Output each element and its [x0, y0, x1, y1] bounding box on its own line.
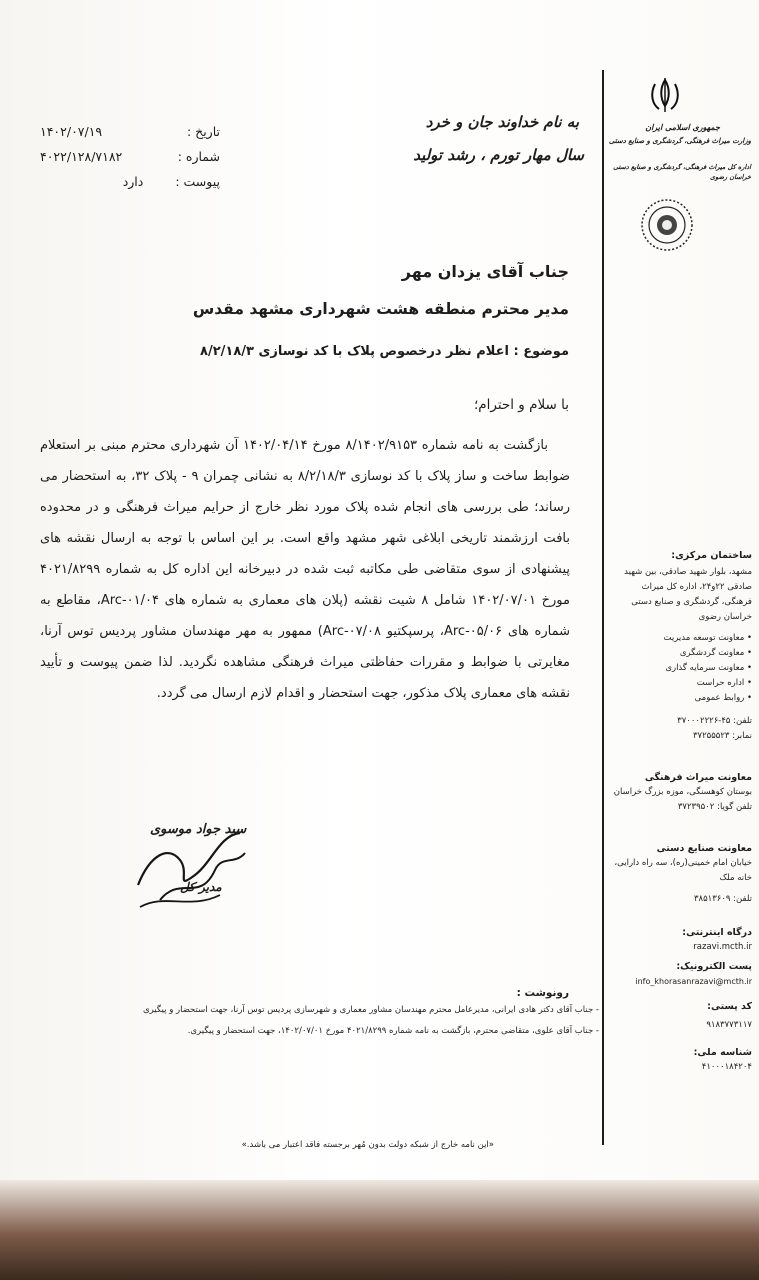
portal-title: درگاه اینترنتی:	[682, 927, 752, 938]
postal-title: کد پستی:	[707, 1001, 752, 1012]
crafts-phone: تلفن: ۳۸۵۱۳۶۰۹	[693, 894, 752, 904]
national-id-title: شناسه ملی:	[693, 1047, 752, 1058]
emblem-line-2: وزارت میراث فرهنگی، گردشگری و صنایع دستی	[608, 136, 751, 145]
letter-body: بازگشت به نامه شماره ۸/۱۴۰۲/۹۱۵۳ مورخ ۱۴۰۲/۰۴/۱۴ آن شهرداری محترم مبنی بر استعلام ضوابط ساخت و ساز پلاک با کد نوسازی ۸/۲/۱۸/۳ به نشانی چمران ۹ - پلاک ۳۲، به استحضار می رساند؛ طی بررسی های انجام شده پلاک مورد نظر خارج از حرایم میراث فرهنگی و در محدوده بافت ارزشمند تاریخی ابلاغی شهر مشهد واقع است. بر این اساس با توجه به ارسال نقشه های پیشنهادی از سوی متقاضی طی مکاتبه ثبت شده در دبیرخانه این اداره کل به شماره ۴۰۲۱/۸۲۹۹ مورخ ۱۴۰۲/۰۷/۰۱ شامل ۸ شیت نقشه (پلان های معماری به شماره های Arc-۰۱/۰۴، مقاطع به شماره های Arc-۰۵/۰۶، پرسپکتیو Arc-۰۷/۰۸) ممهور به مهر مهندسان مشاور پردیس توس آرنا، مغایرتی با ضوابط و مقررات حفاظتی میراث فرهنگی مشاهده نگردید. لذا ضمن پیوست و تأیید نقشه های معماری پلاک مذکور، جهت استحضار و اقدام لازم ارسال می گردد.	[40, 438, 570, 701]
emblem-icon	[645, 76, 685, 116]
ministry-seal-icon	[640, 198, 694, 252]
cultural-address: بوستان کوهسنگی، موزه بزرگ خراسان	[613, 787, 752, 797]
hq-phone: تلفن: ۴۵-۳۷۰۰۰۲۲۲۶	[677, 716, 752, 726]
email-link[interactable]: info_khorasanrazavi@mcth.ir	[635, 977, 752, 986]
motto-line-2: سال مهار تورم ، رشد تولید	[413, 146, 584, 164]
emblem-line-1: جمهوری اسلامی ایران	[645, 122, 720, 132]
number-value: ۴۰۲۲/۱۲۸/۷۱۸۲	[40, 149, 123, 164]
units-list	[612, 631, 752, 706]
contact-sidebar	[612, 548, 752, 1075]
emblem-line-3: اداره کل میراث فرهنگی، گردشگری و صنایع دستی خراسان رضوی	[613, 163, 751, 181]
unit-item: • معاونت گردشگری	[679, 648, 752, 658]
cultural-title: معاونت میراث فرهنگی	[644, 772, 752, 783]
number-label: شماره :	[177, 149, 220, 164]
motto-line-1: به نام خداوند جان و خرد	[425, 113, 579, 131]
table-background	[0, 1180, 759, 1280]
hq-title: ساختمان مرکزی:	[671, 550, 752, 561]
postal-code: ۹۱۸۳۷۷۳۱۱۷	[706, 1020, 752, 1030]
attach-row	[40, 174, 220, 189]
hq-address: مشهد، بلوار شهید صادقی، بین شهید صادقی ۲۲و۲۴، اداره کل میراث فرهنگی، گردشگری و صنایع دستی خراسان رضوی	[624, 567, 752, 622]
signature-name: سید جواد موسوی	[150, 822, 247, 837]
national-id: ۴۱۰۰۰۱۸۴۲۰۴	[701, 1062, 752, 1072]
date-value: ۱۴۰۲/۰۷/۱۹	[40, 124, 103, 139]
unit-item: • معاونت توسعه مدیریت	[663, 633, 752, 643]
crafts-address: خیابان امام خمینی(ره)، سه راه دارایی، خانه ملک	[614, 858, 752, 883]
number-row	[40, 149, 220, 164]
unit-item: • روابط عمومی	[694, 693, 752, 703]
cc-line-2: - جناب آقای علوی، متقاضی محترم، بازگشت به نامه شماره ۴۰۲۱/۸۲۹۹ مورخ ۱۴۰۲/۰۷/۰۱، جهت استحضار و پیگیری.	[187, 1026, 599, 1036]
email-title: پست الکترونیک:	[676, 961, 752, 972]
attach-label: پیوست :	[175, 174, 220, 189]
greeting: با سلام و احترام؛	[473, 397, 569, 413]
crafts-title: معاونت صنایع دستی	[656, 843, 752, 854]
cultural-phone: تلفن گویا: ۳۷۲۳۹۵۰۲	[677, 802, 752, 812]
signature-role: مدیر کل	[180, 880, 222, 894]
attach-value: دارد	[122, 174, 144, 189]
portal-link[interactable]: razavi.mcth.ir	[693, 942, 752, 952]
footer-note: «این نامه خارج از شبکه دولت بدون مُهر برجسته فاقد اعتبار می باشد.»	[241, 1140, 494, 1150]
date-label: تاریخ :	[186, 124, 220, 139]
subject-line: موضوع : اعلام نظر درخصوص پلاک با کد نوسازی ۸/۲/۱۸/۳	[200, 344, 569, 359]
unit-item: • معاونت سرمایه گذاری	[665, 663, 752, 673]
cc-line-1: - جناب آقای دکتر هادی ایرانی، مدیرعامل محترم مهندسان مشاور معماری و شهرسازی پردیس توس آرنا، جهت استحضار و پیگیری	[142, 1005, 599, 1015]
date-row	[40, 124, 220, 139]
hq-fax: نمابر: ۳۷۲۵۵۵۲۳	[692, 731, 752, 741]
recipient-name: جناب آقای یزدان مهر	[401, 262, 569, 281]
recipient-title: مدیر محترم منطقه هشت شهرداری مشهد مقدس	[192, 300, 569, 318]
cc-label: رونوشت :	[516, 987, 569, 999]
letter-meta	[40, 124, 220, 199]
unit-item: • اداره حراست	[696, 678, 752, 688]
